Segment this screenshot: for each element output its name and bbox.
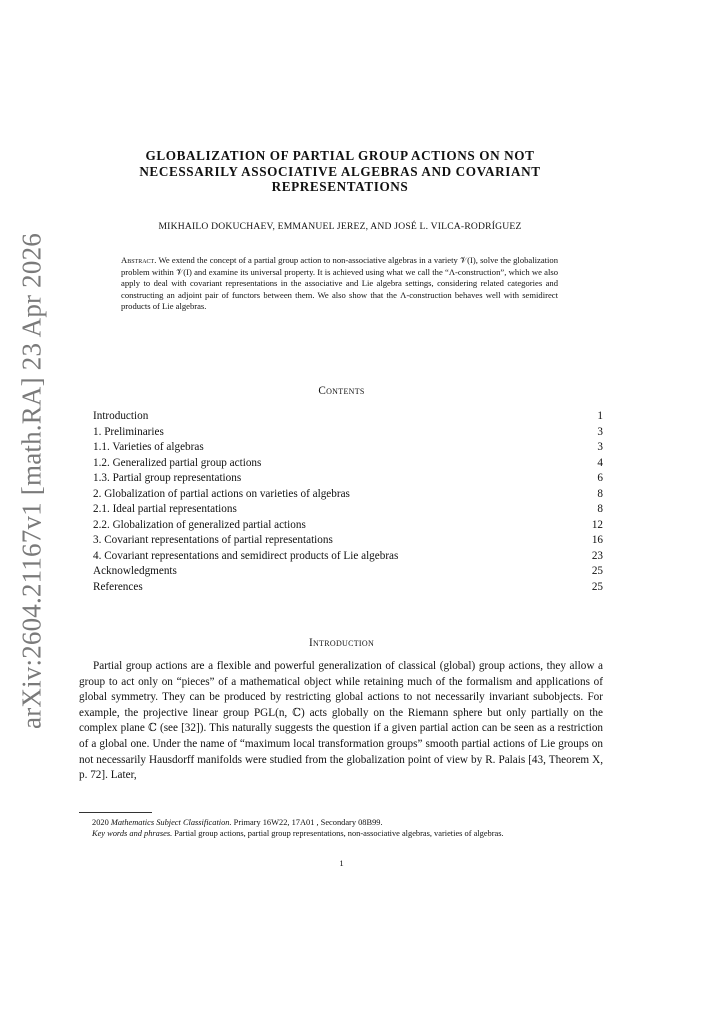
footnote-keywords [79,828,603,839]
toc-entry[interactable] [93,533,603,549]
toc-entry-page: 25 [591,580,603,593]
msc-year: 2020 [92,818,109,827]
toc-entry[interactable] [93,440,603,456]
toc-entry-page: 3 [597,425,603,438]
footnote-divider [79,812,152,813]
toc-entry[interactable] [93,425,603,441]
contents-heading: Contents [318,385,365,397]
toc-entry-page: 23 [591,549,603,562]
toc-entry-page: 12 [591,518,603,531]
toc-entry-label: 1.3. Partial group representations [93,472,242,484]
introduction-heading: Introduction [308,637,375,649]
toc-entry-label: 4. Covariant representations and semidirect products of Lie algebras [93,549,399,562]
toc-entry-page: 16 [591,534,603,546]
toc-entry[interactable] [93,471,603,487]
toc-entry-label: 1.1. Varieties of algebras [93,441,204,453]
arxiv-identifier: arXiv:2604.21167v1 [math.RA] 23 Apr 2026 [16,233,47,729]
page-number: 1 [339,858,344,868]
title-line: GLOBALIZATION OF PARTIAL GROUP ACTIONS ON NOT [145,148,535,163]
table-of-contents [93,409,603,595]
toc-entry-label: 2.1. Ideal partial representations [93,503,237,515]
toc-entry[interactable] [93,549,603,565]
toc-entry-page: 4 [597,456,603,469]
author-list: MIKHAILO DOKUCHAEV, EMMANUEL JEREZ, AND JOSÉ L. VILCA-RODRÍGUEZ [158,221,522,232]
title-line: NECESSARILY ASSOCIATIVE ALGEBRAS AND COVARIANT [139,163,541,179]
toc-entry[interactable] [93,487,603,503]
toc-entry-label: 2.2. Globalization of generalized partial actions [93,518,306,531]
toc-entry-label: References [93,580,143,593]
toc-entry-label: 1.2. Generalized partial group actions [93,456,262,469]
toc-entry-page: 8 [597,503,603,515]
msc-label: Mathematics Subject Classification. [110,818,232,827]
toc-entry[interactable] [93,518,603,534]
toc-entry[interactable] [93,502,603,518]
toc-entry[interactable] [93,580,603,596]
toc-entry[interactable] [93,409,603,425]
toc-entry[interactable] [93,456,603,472]
abstract [121,255,558,313]
toc-entry-label: Introduction [93,410,149,422]
footnotes [79,817,603,840]
toc-entry-page: 1 [597,410,603,422]
toc-entry-label: 3. Covariant representations of partial representations [93,534,333,546]
msc-text: Primary 16W22, 17A01 , Secondary 08B99. [233,818,383,827]
toc-entry-label: 2. Globalization of partial actions on varieties of algebras [93,487,350,500]
title-line: REPRESENTATIONS [271,179,409,195]
keywords-label: Key words and phrases. [92,829,173,839]
toc-entry-page: 3 [597,441,603,453]
toc-entry-page: 6 [597,472,603,484]
arxiv-sidebar [2,233,62,729]
toc-entry[interactable] [93,564,603,580]
keywords-text: Partial group actions, partial group representations, non-associative algebras, varieties of algebras. [174,829,504,839]
introduction-paragraph: Partial group actions are a flexible and powerful generalization of classical (global) group actions, they allow a group to act only on “pieces” of a mathematical object while retaining much of the formalism and applications of global symmetry. They can be produced by restricting global actions to not necessarily invariant subobjects. For example, the projective linear group PGL(n, ℂ) acts globally on the Riemann sphere but only partially on the complex plane ℂ (see [32]). This naturally suggests the question if a given partial action can be seen as a restriction of a global one. Under the name of “maximum local transformation groups” smooth partial actions of Lie groups on not necessarily Hausdorff manifolds were studied from the globalization point of view by R. Palais [43, Theorem X, p. 72]. Later, [79,660,603,782]
toc-entry-page: 8 [597,487,603,500]
abstract-text: We extend the concept of a partial group action to non-associative algebras in a variety 𝒱(I), solve the globalization problem within 𝒱(I) and examine its universal property. It is achieved using what we call the “Λ-construction”, which we also apply to deal with covariant representations in the associative and Lie algebra settings, considering related categories and constructing an adjoint pair of functors between them. We also show that the Λ-construction behaves well with semidirect products of Lie algebras. [121,255,559,311]
toc-entry-label: Acknowledgments [93,565,177,577]
footnote-msc [79,817,603,828]
paper-title [100,148,580,195]
toc-entry-label: 1. Preliminaries [93,425,164,438]
toc-entry-page: 25 [591,565,603,577]
abstract-label: Abstract. [121,255,157,265]
